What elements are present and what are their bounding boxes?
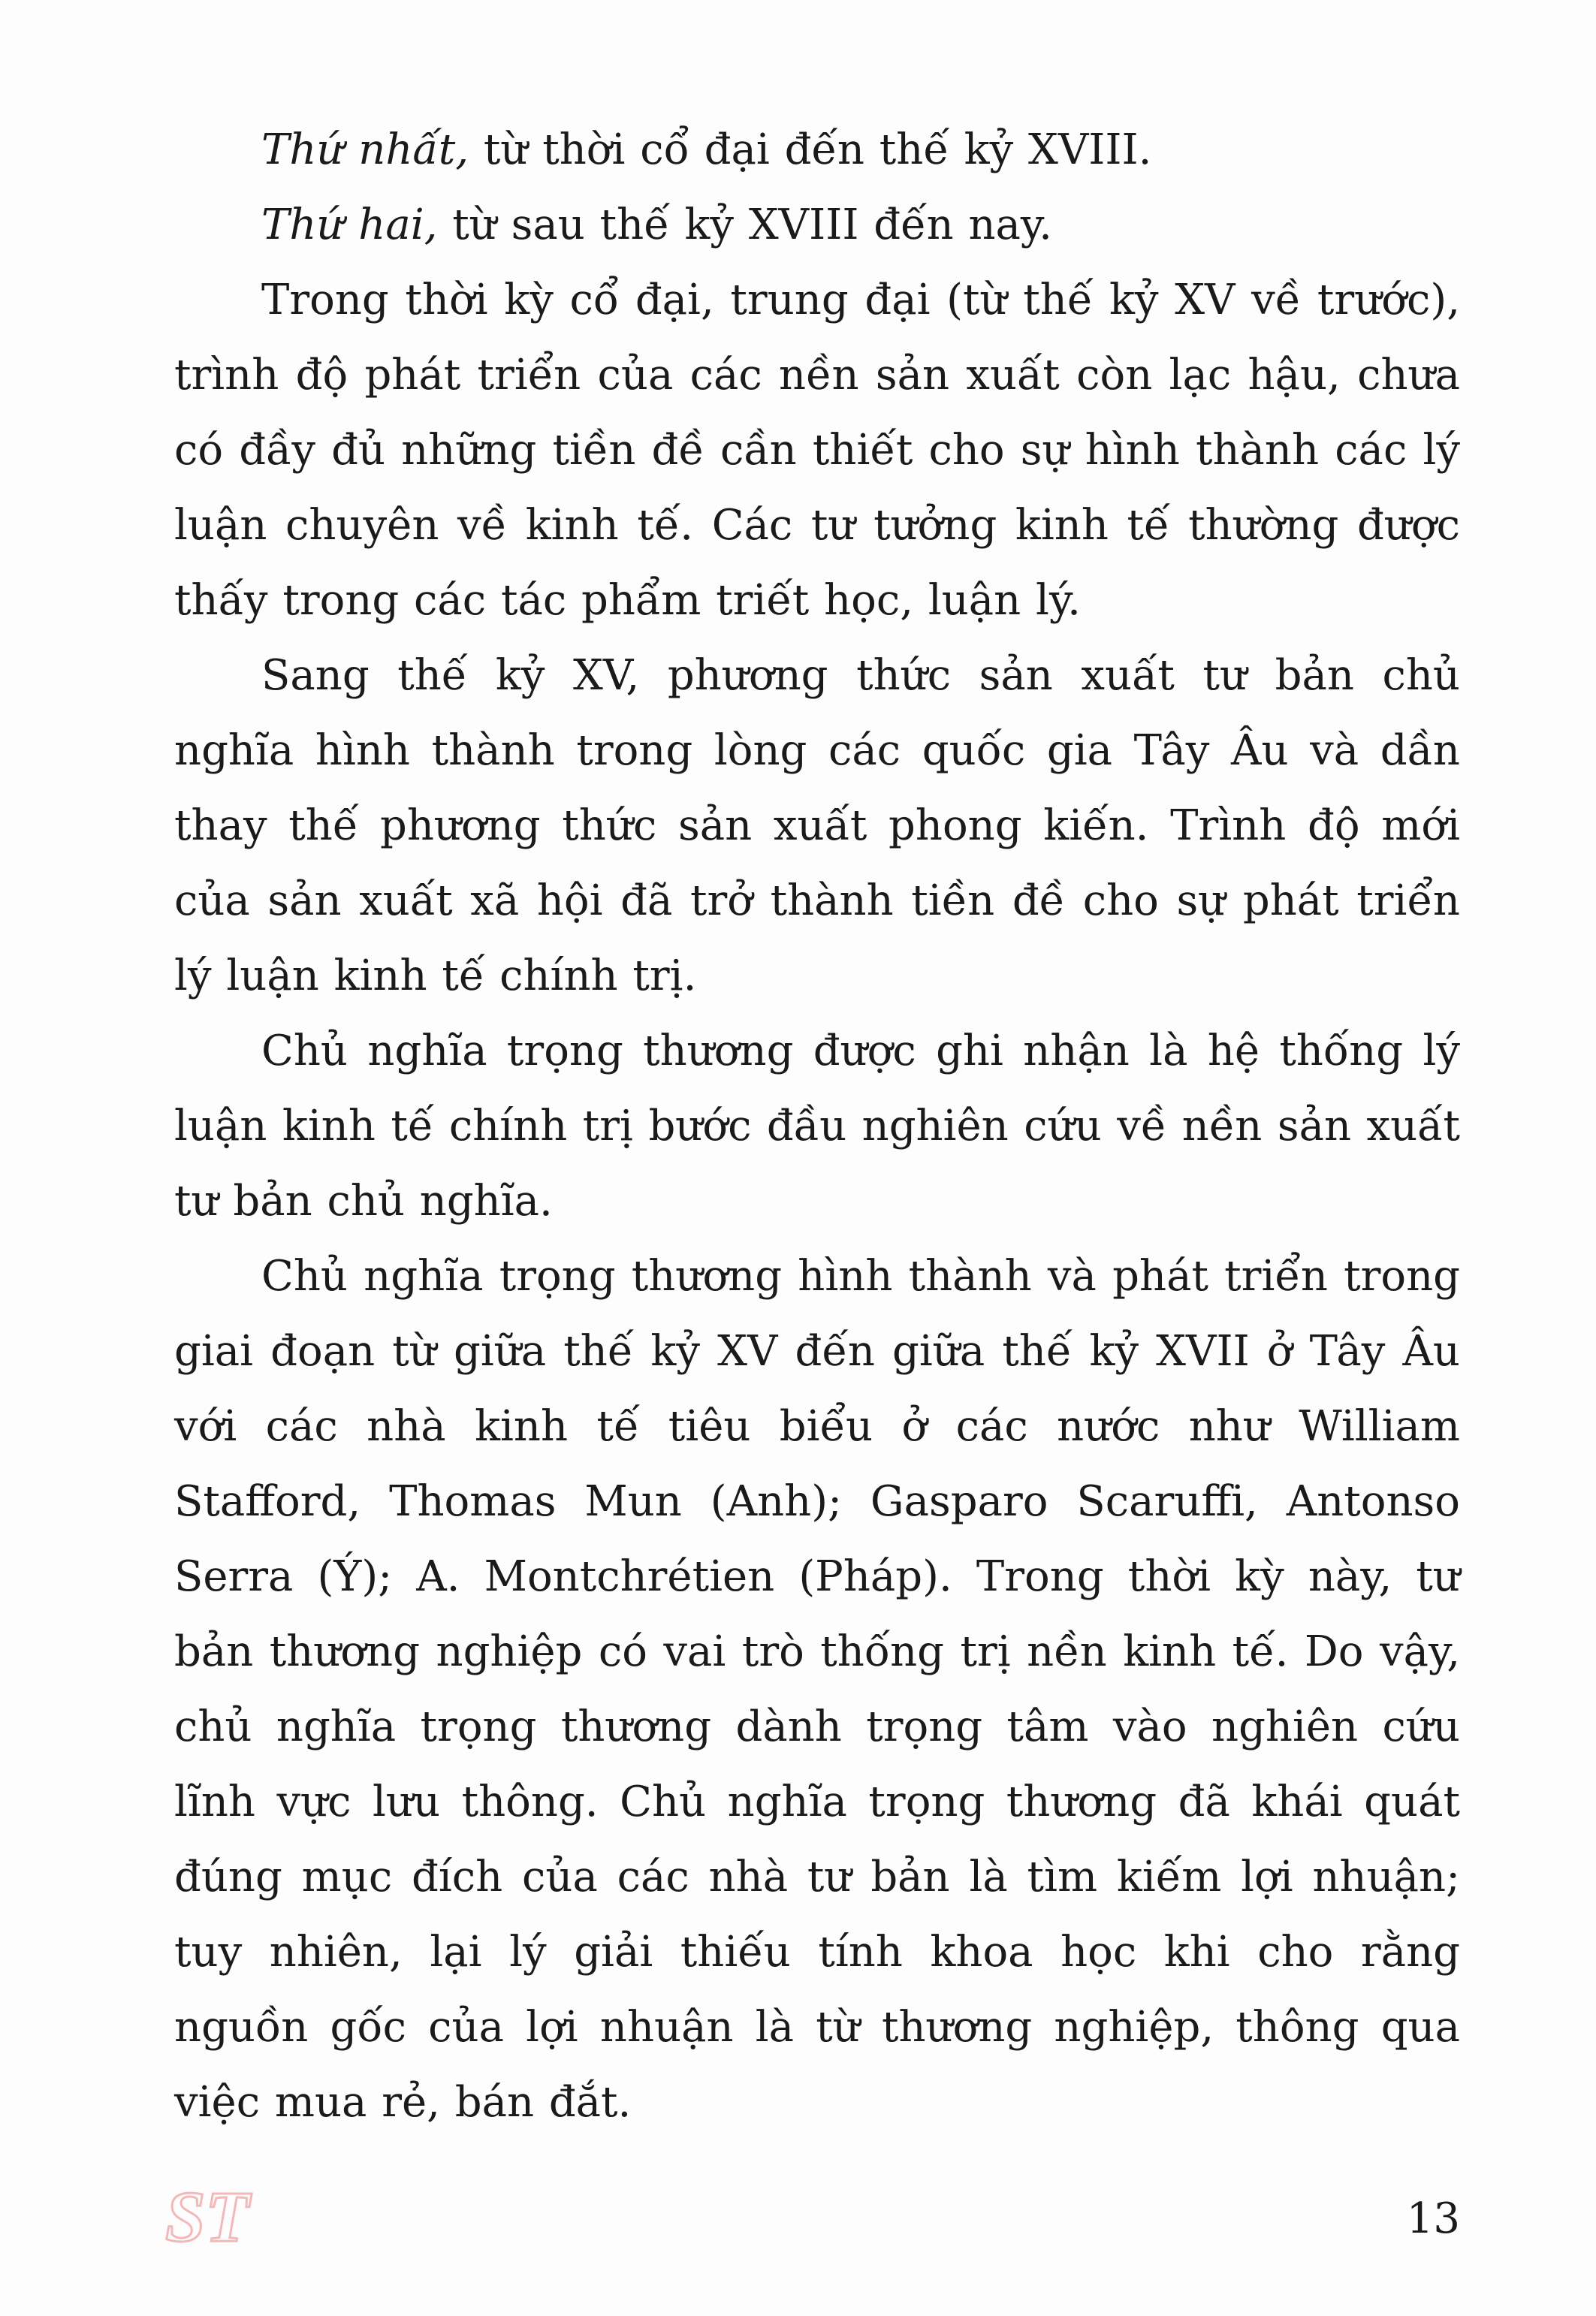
paragraph-text: Sang thế kỷ XV, phương thức sản xuất tư bản chủ nghĩa hình thành trong lòng các quốc gia Tây Âu và dần thay thế phương thức sản xuất phong kiến. Trình độ mới của sản xuất xã hội đã trở thành tiền đề cho sự phát triển lý luận kinh tế chính trị. [174, 651, 1460, 1000]
paragraph-text: từ sau thế kỷ XVIII đến nay. [437, 201, 1052, 249]
publisher-logo [164, 2176, 250, 2257]
paragraph-5 [174, 1014, 1460, 1239]
paragraph-text: Chủ nghĩa trọng thương hình thành và phát triển trong giai đoạn từ giữa thế kỷ XV đến giữa thế kỷ XVII ở Tây Âu với các nhà kinh tế tiêu biểu ở các nước như William Stafford, Thomas Mun (Anh); Gasparo Scaruffi, Antonso Serra (Ý); A. Montchrétien (Pháp). Trong thời kỳ này, tư bản thương nghiệp có vai trò thống trị nền kinh tế. Do vậy, chủ nghĩa trọng thương dành trọng tâm vào nghiên cứu lĩnh vực lưu thông. Chủ nghĩa trọng thương đã khái quát đúng mục đích của các nhà tư bản là tìm kiếm lợi nhuận; tuy nhiên, lại lý giải thiếu tính khoa học khi cho rằng nguồn gốc của lợi nhuận là từ thương nghiệp, thông qua việc mua rẻ, bán đắt. [174, 1252, 1460, 2127]
paragraph-2 [174, 188, 1460, 263]
paragraph-lead: Thứ nhất, [261, 125, 469, 174]
page-body [174, 113, 1460, 2140]
paragraph-6 [174, 1239, 1460, 2140]
paragraph-4 [174, 638, 1460, 1014]
paragraph-3 [174, 263, 1460, 638]
paragraph-text: Trong thời kỳ cổ đại, trung đại (từ thế kỷ XV về trước), trình độ phát triển của các nền sản xuất còn lạc hậu, chưa có đầy đủ những tiền đề cần thiết cho sự hình thành các lý luận chuyên về kinh tế. Các tư tưởng kinh tế thường được thấy trong các tác phẩm triết học, luận lý. [174, 276, 1460, 625]
paragraph-1 [174, 113, 1460, 188]
paragraph-lead: Thứ hai, [261, 201, 438, 249]
paragraph-text: Chủ nghĩa trọng thương được ghi nhận là hệ thống lý luận kinh tế chính trị bước đầu nghiên cứu về nền sản xuất tư bản chủ nghĩa. [174, 1027, 1460, 1226]
paragraph-text: từ thời cổ đại đến thế kỷ XVIII. [469, 125, 1152, 174]
publisher-logo-text: ST [164, 2176, 250, 2257]
page-number: 13 [1406, 2194, 1460, 2243]
